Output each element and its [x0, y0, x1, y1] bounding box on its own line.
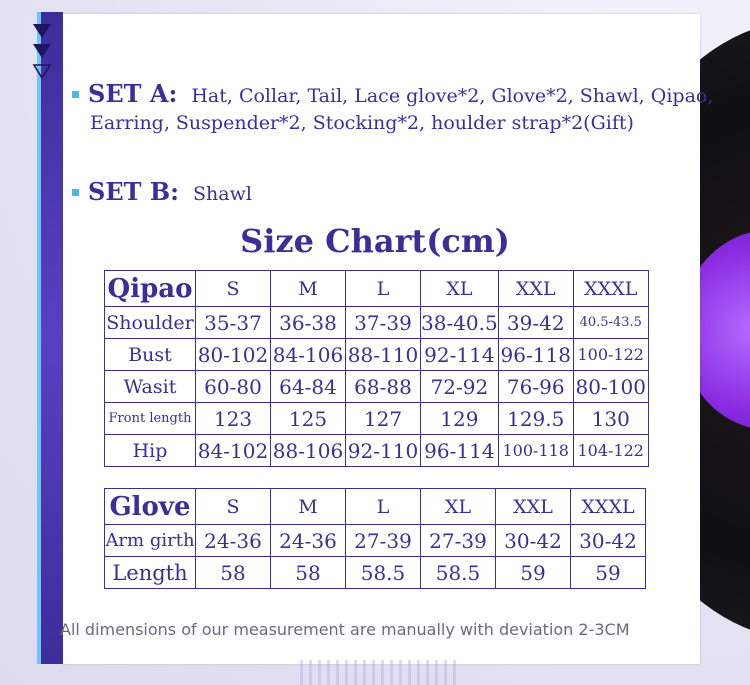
measurement-note: All dimensions of our measurement are manually with deviation 2-3CM — [60, 620, 630, 639]
table-cell: 130 — [573, 403, 648, 435]
table-cell: 72-92 — [421, 371, 499, 403]
table-cell: 64-84 — [271, 371, 346, 403]
table-cell: 58.5 — [421, 557, 496, 589]
table-cell: 30-42 — [496, 525, 571, 557]
row-label: Wasit — [105, 371, 196, 403]
bullet-icon — [72, 189, 79, 196]
table-cell: 35-37 — [196, 307, 271, 339]
size-header: M — [271, 271, 346, 307]
table-row — [105, 557, 646, 589]
table-row — [105, 339, 649, 371]
table-row — [105, 435, 649, 467]
left-accent-line — [37, 12, 41, 664]
size-header: S — [196, 271, 271, 307]
size-header: XL — [421, 489, 496, 525]
table-cell: 36-38 — [271, 307, 346, 339]
equalizer-decoration — [300, 660, 460, 685]
table-cell: 92-110 — [346, 435, 421, 467]
table-cell: 39-42 — [498, 307, 573, 339]
table-cell: 76-96 — [498, 371, 573, 403]
table-cell: 84-102 — [196, 435, 271, 467]
chevron-down-icon — [30, 22, 54, 90]
set-b-line — [72, 176, 252, 210]
row-label: Bust — [105, 339, 196, 371]
table-cell: 58 — [196, 557, 271, 589]
table-cell: 58 — [271, 557, 346, 589]
table-cell: 88-106 — [271, 435, 346, 467]
size-chart-title: Size Chart(cm) — [240, 222, 510, 260]
table-row — [105, 307, 649, 339]
glove-header: Glove — [105, 489, 196, 525]
table-row — [105, 403, 649, 435]
table-cell: 100-118 — [498, 435, 573, 467]
table-row — [105, 371, 649, 403]
size-header: L — [346, 271, 421, 307]
size-header: XXXL — [573, 271, 648, 307]
set-b-items: Shawl — [192, 183, 252, 205]
glove-size-table — [104, 488, 646, 589]
table-cell: 96-114 — [421, 435, 499, 467]
table-cell: 60-80 — [196, 371, 271, 403]
row-label: Front length — [105, 403, 196, 435]
size-header: L — [346, 489, 421, 525]
table-cell: 100-122 — [573, 339, 648, 371]
bullet-icon — [72, 91, 79, 98]
table-cell: 92-114 — [421, 339, 499, 371]
size-header: S — [196, 489, 271, 525]
qipao-header: Qipao — [105, 271, 196, 307]
table-cell: 80-100 — [573, 371, 648, 403]
table-cell: 37-39 — [346, 307, 421, 339]
table-cell: 24-36 — [196, 525, 271, 557]
size-header: XL — [421, 271, 499, 307]
set-a-line — [72, 78, 713, 112]
table-cell: 24-36 — [271, 525, 346, 557]
table-cell: 96-118 — [498, 339, 573, 371]
table-cell: 84-106 — [271, 339, 346, 371]
table-cell: 38-40.5 — [421, 307, 499, 339]
table-cell: 59 — [571, 557, 646, 589]
table-cell: 59 — [496, 557, 571, 589]
table-cell: 58.5 — [346, 557, 421, 589]
row-label: Length — [105, 557, 196, 589]
size-header: XXL — [498, 271, 573, 307]
table-cell: 125 — [271, 403, 346, 435]
table-cell: 104-122 — [573, 435, 648, 467]
table-cell: 123 — [196, 403, 271, 435]
set-a-items-cont: Earring, Suspender*2, Stocking*2, houlder strap*2(Gift) — [90, 112, 634, 134]
set-a-items: Hat, Collar, Tail, Lace glove*2, Glove*2, Shawl, Qipao, — [191, 85, 714, 107]
row-label: Arm girth — [105, 525, 196, 557]
size-header: XXL — [496, 489, 571, 525]
table-cell: 40.5-43.5 — [573, 307, 648, 339]
row-label: Hip — [105, 435, 196, 467]
row-label: Shoulder — [105, 307, 196, 339]
qipao-size-table — [104, 270, 649, 467]
size-header: M — [271, 489, 346, 525]
table-row — [105, 525, 646, 557]
table-cell: 129 — [421, 403, 499, 435]
size-header: XXXL — [571, 489, 646, 525]
table-cell: 80-102 — [196, 339, 271, 371]
table-cell: 27-39 — [421, 525, 496, 557]
table-cell: 88-110 — [346, 339, 421, 371]
set-b-title: SET B: — [88, 177, 179, 206]
table-cell: 127 — [346, 403, 421, 435]
table-cell: 27-39 — [346, 525, 421, 557]
set-a-title: SET A: — [88, 79, 178, 108]
table-cell: 68-88 — [346, 371, 421, 403]
table-cell: 129.5 — [498, 403, 573, 435]
table-cell: 30-42 — [571, 525, 646, 557]
